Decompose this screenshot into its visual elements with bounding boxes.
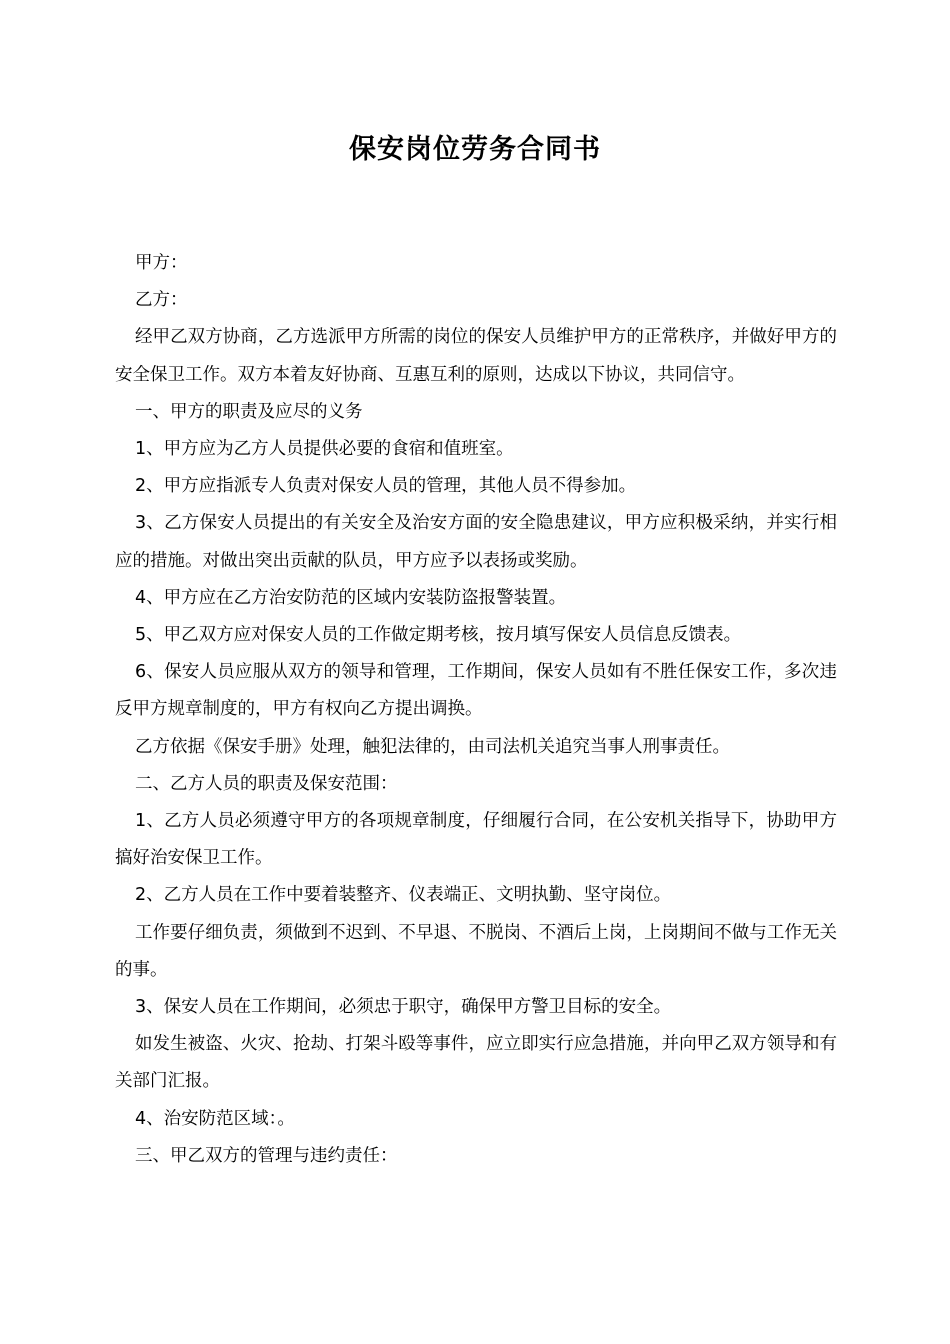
clause-paragraph: 6、保安人员应服从双方的领导和管理，工作期间，保安人员如有不胜任保安工作，多次违反甲方规章制度的，甲方有权向乙方提出调换。 [115,662,837,720]
clause-paragraph: 2、乙方人员在工作中要着装整齐、仪表端正、文明执勤、坚守岗位。 [135,885,672,906]
clause-paragraph: 3、乙方保安人员提出的有关安全及治安方面的安全隐患建议，甲方应积极采纳，并实行相应的措施。对做出突出贡献的队员，甲方应予以表扬或奖励。 [115,513,837,571]
section-heading-3: 三、甲乙双方的管理与违约责任： [135,1145,398,1166]
clause-paragraph: 如发生被盗、火灾、抢劫、打架斗殴等事件，应立即实行应急措施，并向甲乙双方领导和有关部门汇报。 [115,1034,837,1092]
section-heading-1: 一、甲方的职责及应尽的义务 [135,401,363,422]
clause-paragraph: 4、甲方应在乙方治安防范的区域内安装防盗报警装置。 [135,587,567,608]
clause-paragraph: 2、甲方应指派专人负责对保安人员的管理，其他人员不得参加。 [135,476,637,497]
preamble-paragraph: 经甲乙双方协商，乙方选派甲方所需的岗位的保安人员维护甲方的正常秩序，并做好甲方的安全保卫工作。双方本着友好协商、互惠互利的原则，达成以下协议，共同信守。 [115,327,837,385]
party-a-line: 甲方： [135,253,188,273]
clause-paragraph: 1、甲方应为乙方人员提供必要的食宿和值班室。 [135,439,514,460]
section-heading-2: 二、乙方人员的职责及保安范围： [135,773,398,794]
party-b-line: 乙方： [135,290,188,311]
clause-paragraph: 工作要仔细负责，须做到不迟到、不早退、不脱岗、不酒后上岗，上岗期间不做与工作无关的事。 [115,922,837,980]
clause-paragraph: 1、乙方人员必须遵守甲方的各项规章制度，仔细履行合同，在公安机关指导下，协助甲方搞好治安保卫工作。 [115,811,837,869]
clause-paragraph: 乙方依据《保安手册》处理，触犯法律的，由司法机关追究当事人刑事责任。 [135,736,730,757]
clause-paragraph: 3、保安人员在工作期间，必须忠于职守，确保甲方警卫目标的安全。 [135,997,672,1018]
clause-paragraph: 4、治安防范区域：。 [135,1108,295,1129]
document-body [115,245,837,1175]
clause-paragraph: 5、甲乙双方应对保安人员的工作做定期考核，按月填写保安人员信息反馈表。 [135,625,742,646]
document-title: 保安岗位劳务合同书 [349,134,601,165]
